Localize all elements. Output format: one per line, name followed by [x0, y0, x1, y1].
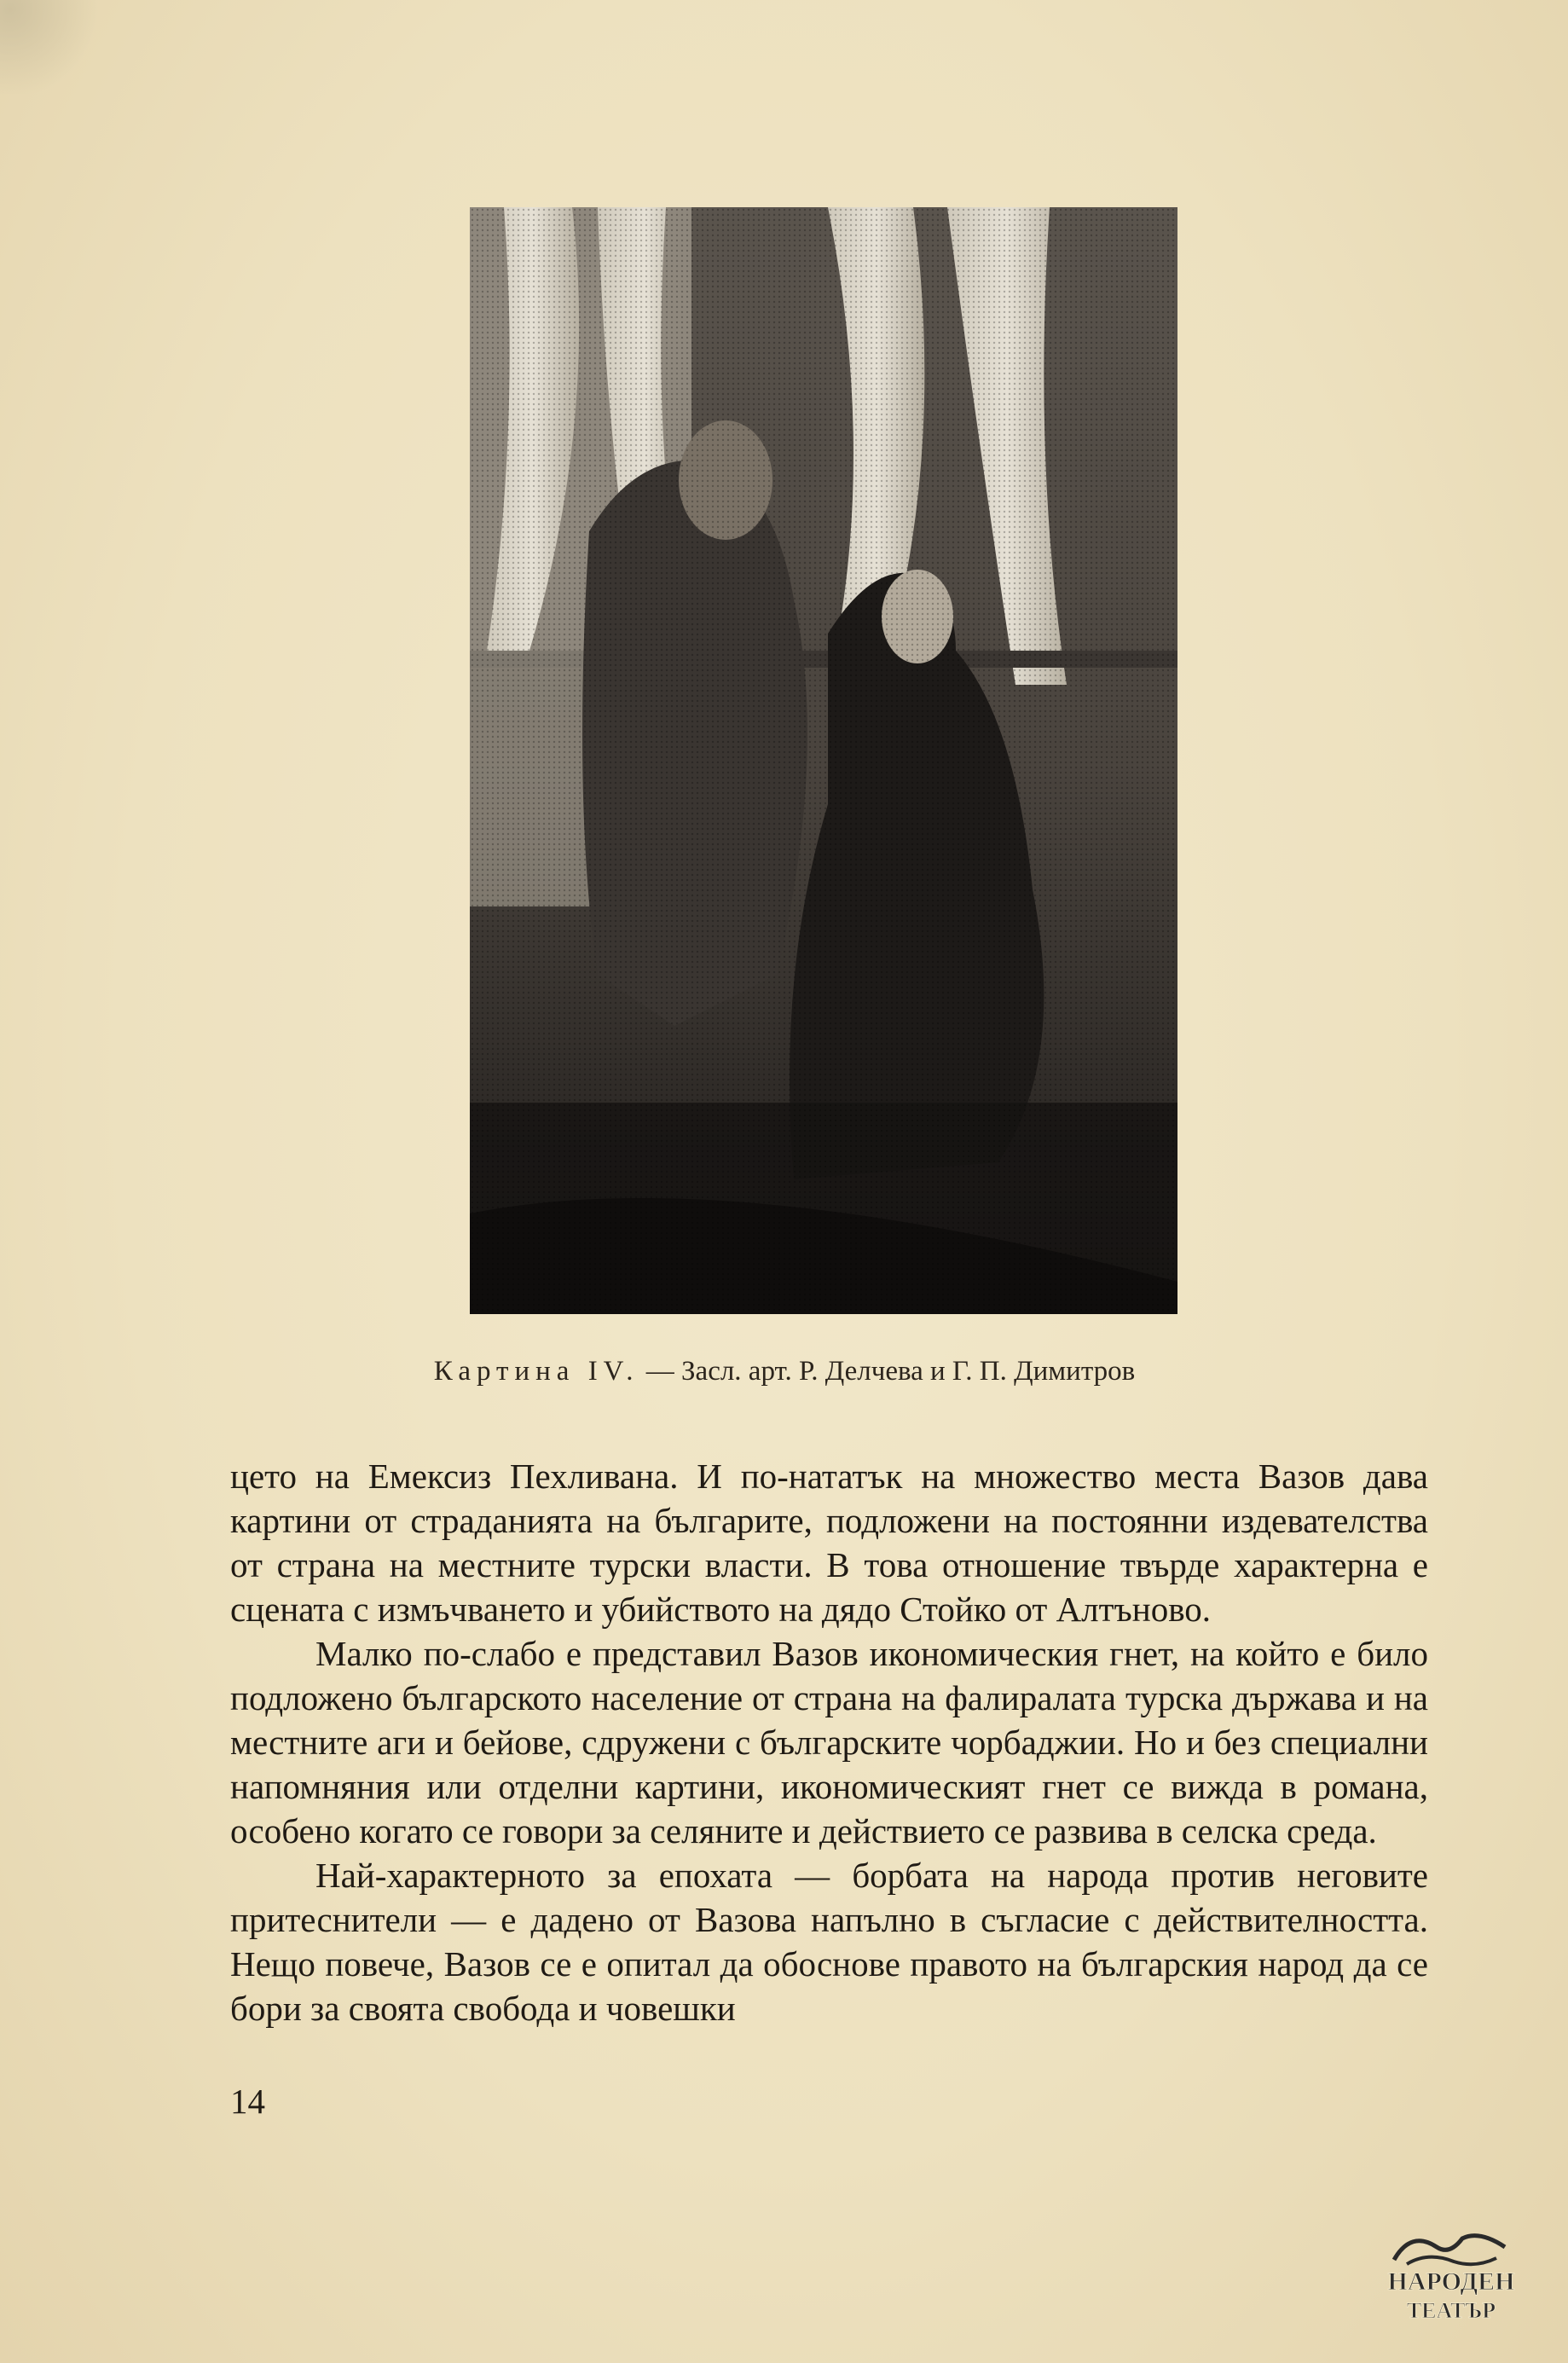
caption-text: Засл. арт. Р. Делчева и Г. П. Димитров [681, 1356, 1136, 1387]
paragraph: Най-характерното за епохата — борбата на народа против неговите притеснители — е дадено от Вазова напълно в съгласие с действителността. Нещо повече, Вазов се е опитал да обоснове правото на българския народ да се бори за своята свобода и човешки [230, 1856, 1428, 2028]
stage-photo-image [470, 207, 1177, 1314]
svg-text:ТЕАТЪР: ТЕАТЪР [1406, 2298, 1496, 2323]
paragraph: Малко по-слабо е представил Вазов икономическия гнет, на който е било подложено българското население от страна на фалиралата турска държава и на местните аги и бейове, сдружени с българските чорбаджии. Но и без специални напомняния или отделни картини, икономическият гнет се вижда в романа, особено когато се говори за селяните и действието се развива в селска среда. [230, 1634, 1428, 1850]
paragraph: цето на Емексиз Пехливана. И по-нататък на множество места Вазов дава картини от страданията на българите, подложени на постоянни издевателства от страна на местните турски власти. В това отношение твърде характерна е сцената с измъчването и убийството на дядо Стойко от Алтъново. [230, 1457, 1428, 1629]
page-number: 14 [230, 2082, 265, 2121]
body-text [230, 1454, 1428, 2030]
caption-lead: Картина IV. [433, 1356, 639, 1387]
stamp-graphic [1377, 2226, 1526, 2328]
paper-stain [0, 0, 102, 94]
svg-text:НАРОДЕН: НАРОДЕН [1387, 2267, 1515, 2296]
theatre-stamp-logo [1377, 2226, 1526, 2328]
stage-photo [470, 207, 1177, 1314]
caption-dash: — [645, 1356, 674, 1387]
photo-caption [256, 1356, 1313, 1387]
